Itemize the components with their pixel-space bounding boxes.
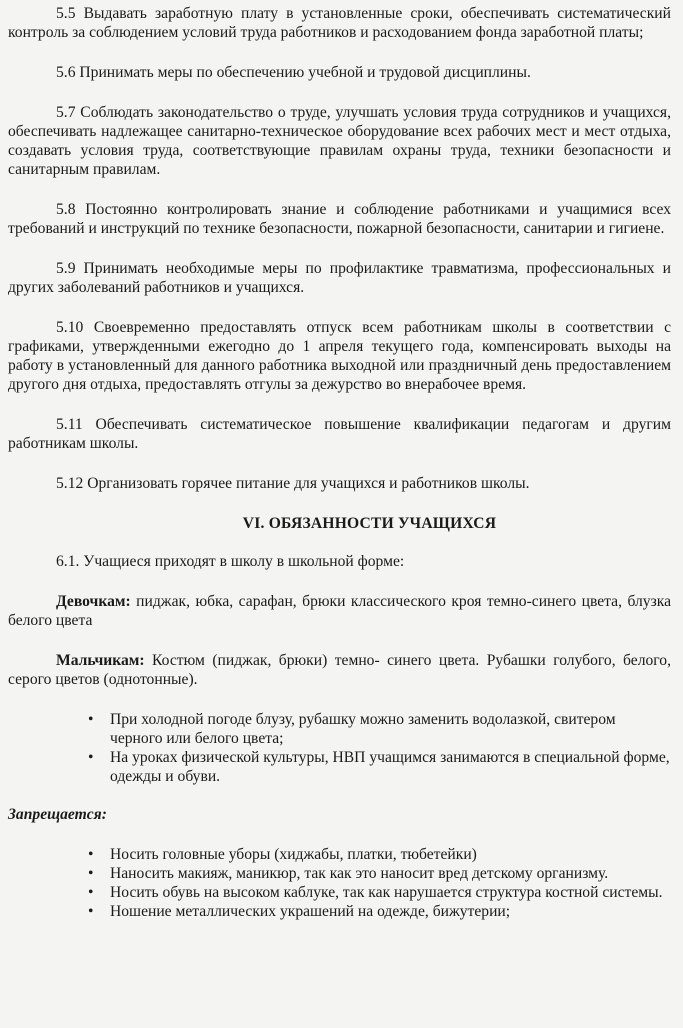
bullet-icon: • xyxy=(88,749,94,766)
list-item: • Носить обувь на высоком каблуке, так как нарушается структура костной системы. xyxy=(88,884,663,901)
section-heading: VI. ОБЯЗАННОСТИ УЧАЩИХСЯ xyxy=(242,515,497,532)
list-item: • На уроках физической культуры, НВП учащимся занимаются в специальной форме, одежды и обуви. xyxy=(88,749,670,785)
list-item: • Носить головные уборы (хиджабы, платки, тюбетейки) xyxy=(88,846,477,863)
bullet-icon: • xyxy=(88,865,94,882)
bullet-icon: • xyxy=(88,711,94,728)
uniform-notes-list xyxy=(8,710,671,786)
bullet-icon: • xyxy=(88,903,94,920)
paragraph-5-8: 5.8 Постоянно контролировать знание и соблюдение работниками и учащимися всех требований и инструкций по технике безопасности, пожарной безопасности, санитарии и гигиене. xyxy=(8,201,671,237)
boys-label: Мальчикам: xyxy=(56,652,145,669)
paragraph-5-6: 5.6 Принимать меры по обеспечению учебной и трудовой дисциплины. xyxy=(56,64,531,81)
paragraph-5-11: 5.11 Обеспечивать систематическое повышение квалификации педагогам и другим работникам школы. xyxy=(8,416,671,452)
paragraph-5-7: 5.7 Соблюдать законодательство о труде, улучшать условия труда сотрудников и учащихся, обеспечивать надлежащее санитарно-техническое оборудование всех рабочих мест и мест отдыха, создавать условия труда, соответствующие правилам охраны труда, техники безопасности и санитарным правилам. xyxy=(8,104,671,178)
paragraph-5-5: 5.5 Выдавать заработную плату в установленные сроки, обеспечивать систематический контроль за соблюдением условий труда работников и расходованием фонда заработной платы; xyxy=(8,5,671,41)
list-item: • Ношение металлических украшений на одежде, бижутерии; xyxy=(88,903,511,920)
girls-label: Девочкам: xyxy=(56,593,131,610)
paragraph-5-9: 5.9 Принимать необходимые меры по профилактике травматизма, профессиональных и других заболеваний работников и учащихся. xyxy=(8,260,671,296)
paragraph-5-10: 5.10 Своевременно предоставлять отпуск всем работникам школы в соответствии с графиками, утвержденными ежегодно до 1 апреля текущего года, компенсировать выходы на работу в установленный для данного работника выходной или праздничный день предоставлением другого дня отдыха, предоставлять отгулы за дежурство во внерабочее время. xyxy=(8,319,671,393)
paragraph-6-1: 6.1. Учащиеся приходят в школу в школьной форме: xyxy=(56,553,405,570)
list-item: • При холодной погоде блузу, рубашку можно заменить водолазкой, свитером черного или белого цвета; xyxy=(88,711,616,747)
girls-uniform-paragraph xyxy=(8,592,671,630)
document-page xyxy=(0,4,683,1028)
girls-text: пиджак, юбка, сарафан, брюки классического кроя темно-синего цвета, блузка белого цвета xyxy=(8,593,671,629)
boys-uniform-paragraph xyxy=(8,651,671,689)
forbidden-label: Запрещается: xyxy=(8,806,107,823)
bullet-icon: • xyxy=(88,846,94,863)
list-item: • Наносить макияж, маникюр, так как это наносит вред детскому организму. xyxy=(88,865,609,882)
boys-text: Костюм (пиджак, брюки) темно- синего цвета. Рубашки голубого, белого, серого цветов (однотонные). xyxy=(8,652,671,688)
paragraph-5-12: 5.12 Организовать горячее питание для учащихся и работников школы. xyxy=(56,475,530,492)
bullet-icon: • xyxy=(88,884,94,901)
forbidden-list xyxy=(8,845,671,921)
